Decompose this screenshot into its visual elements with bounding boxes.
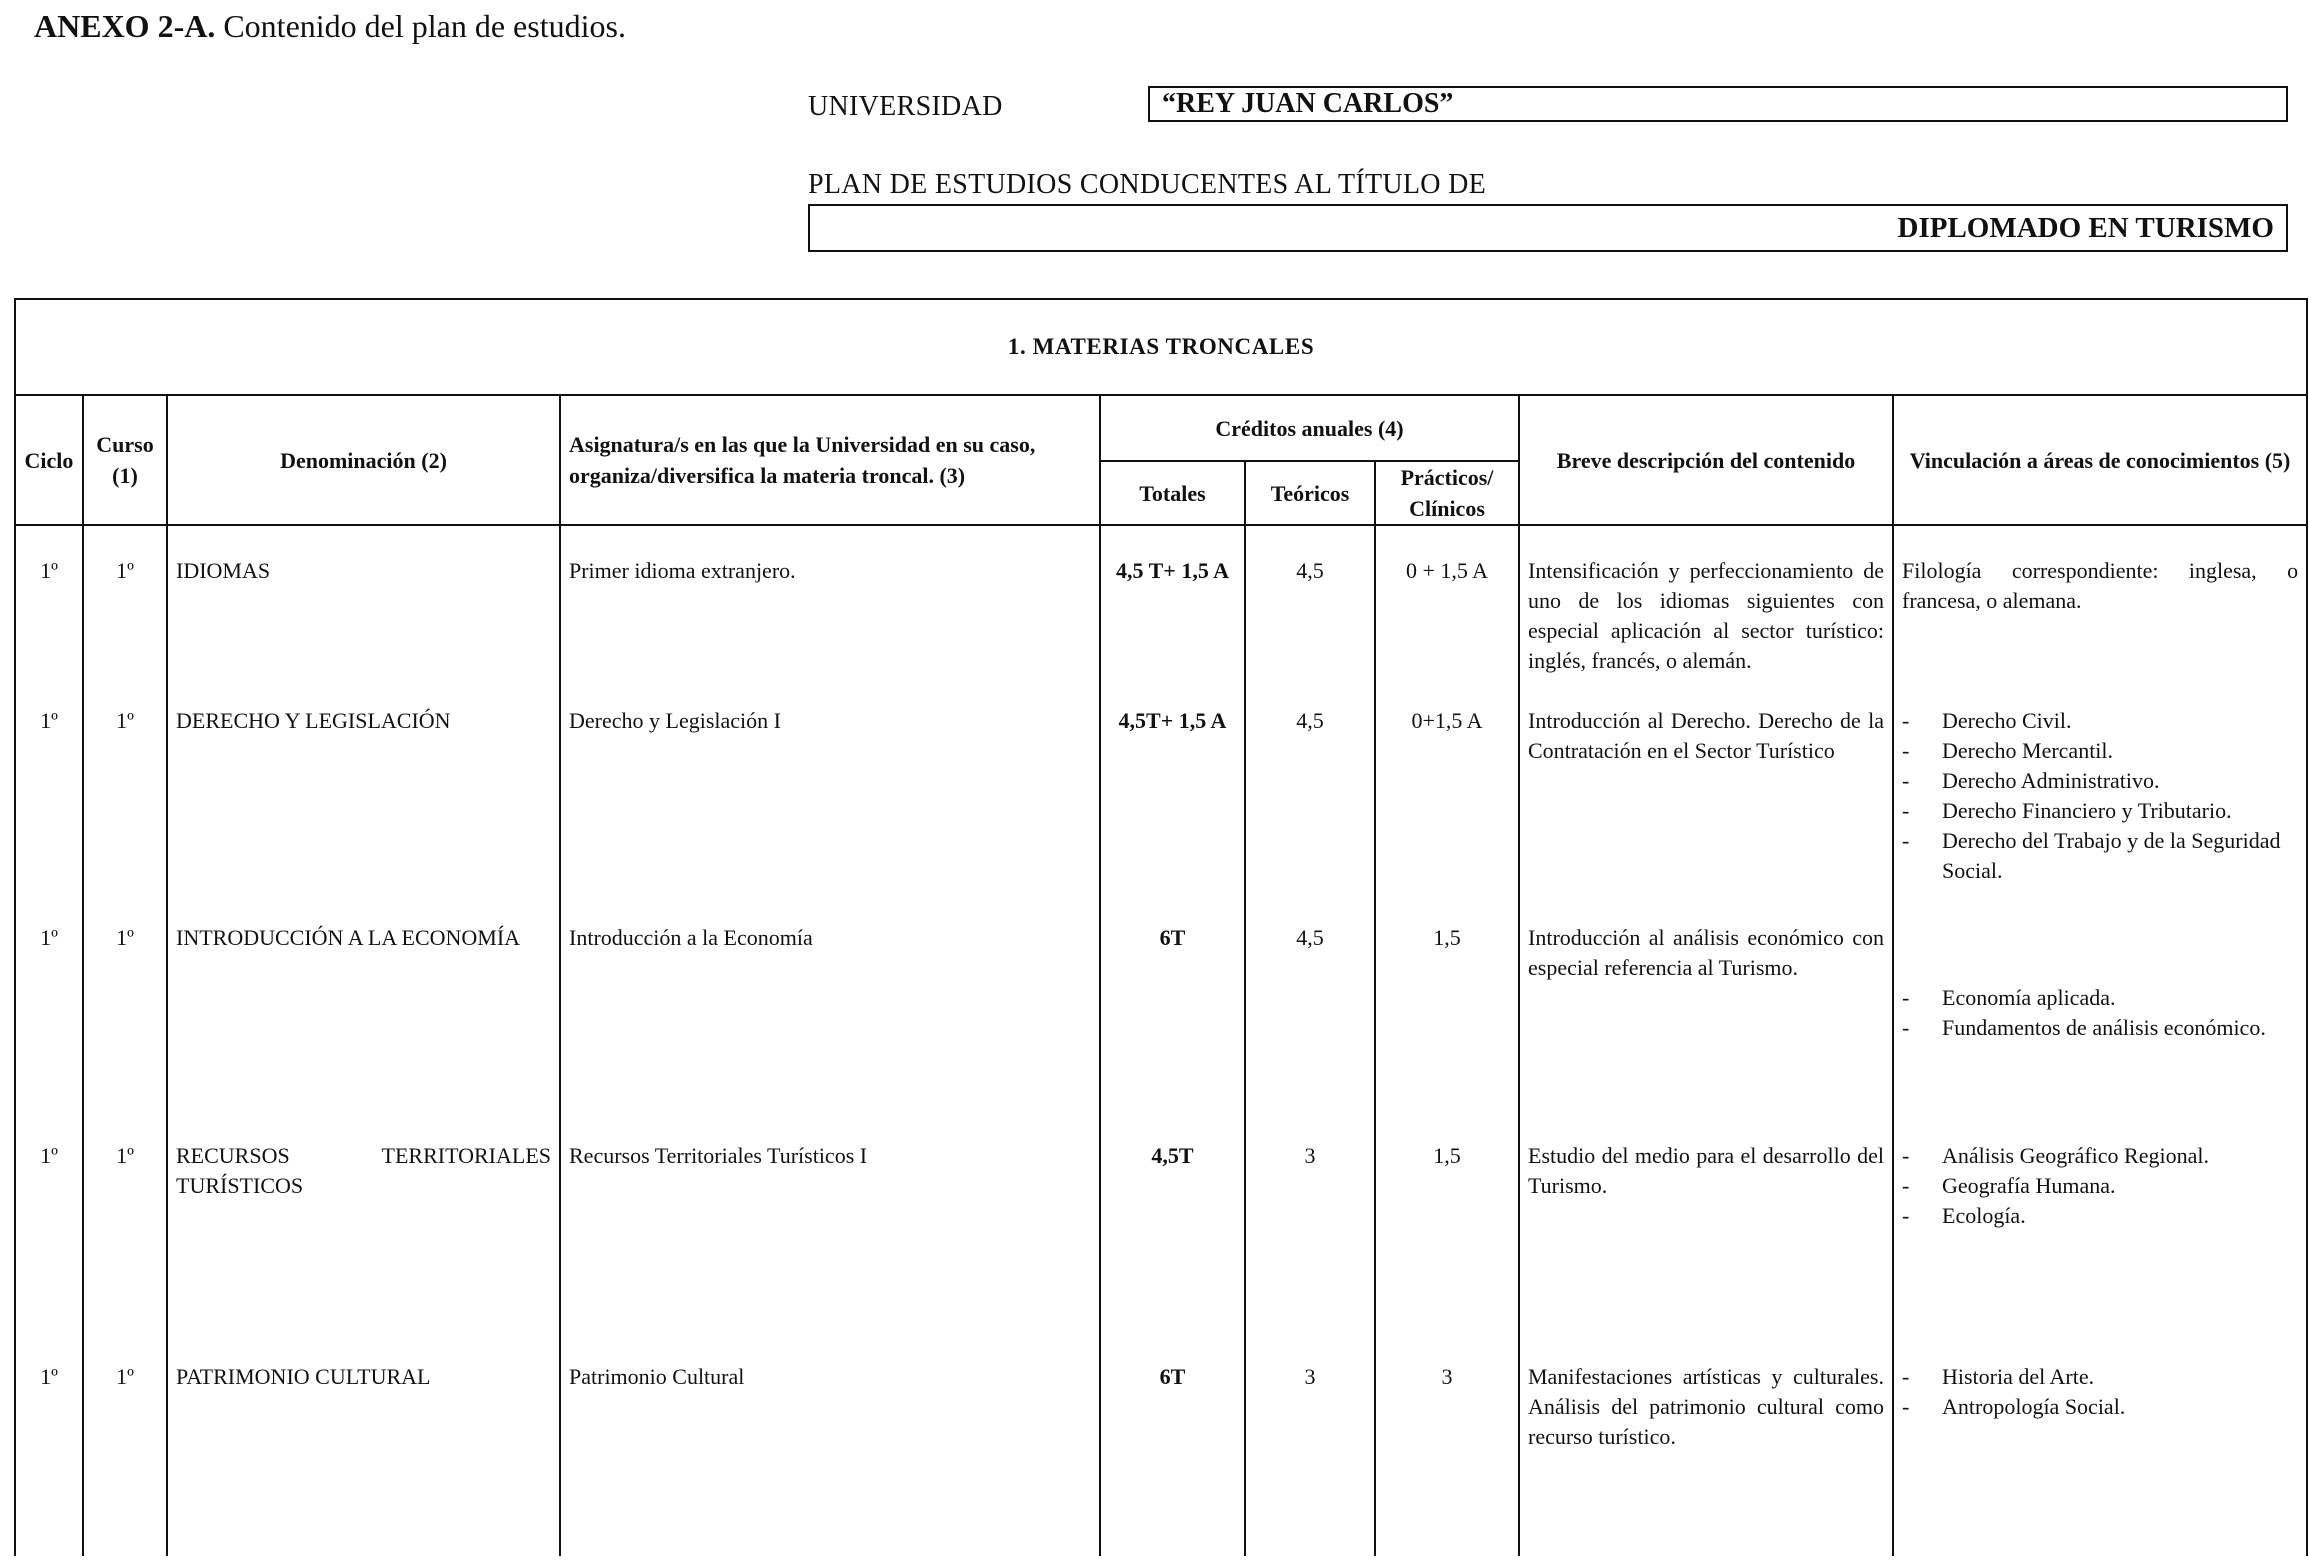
- cell-ciclo: 1º: [15, 1141, 83, 1362]
- cell-descripcion: Manifestaciones artísticas y culturales. Análisis del patrimonio cultural como recurso turístico.: [1519, 1362, 1893, 1556]
- cell-descripcion: Introducción al Derecho. Derecho de la Contratación en el Sector Turístico: [1519, 706, 1893, 923]
- cell-denominacion: PATRIMONIO CULTURAL: [167, 1362, 560, 1556]
- cell-practicos: 3: [1375, 1362, 1519, 1556]
- cell-denominacion: IDIOMAS: [167, 525, 560, 706]
- header-practicos: Prácticos/ Clínicos: [1375, 461, 1519, 525]
- area-item: - Antropología Social.: [1902, 1392, 2300, 1422]
- area-list: [1894, 1141, 2306, 1231]
- area-item: - Derecho del Trabajo y de la Seguridad Social.: [1902, 826, 2300, 886]
- area-item: - Economía aplicada.: [1902, 983, 2300, 1013]
- troncales-table: [14, 298, 2308, 1556]
- university-name-box: “REY JUAN CARLOS”: [1148, 86, 2288, 122]
- cell-practicos: 0 + 1,5 A: [1375, 525, 1519, 706]
- annex-subtitle: Contenido del plan de estudios.: [215, 8, 626, 44]
- cell-practicos: 1,5: [1375, 923, 1519, 1141]
- cell-denominacion: DERECHO Y LEGISLACIÓN: [167, 706, 560, 923]
- cell-totales: 4,5T+ 1,5 A: [1100, 706, 1245, 923]
- header-creditos: Créditos anuales (4): [1100, 395, 1519, 461]
- header-teoricos: Teóricos: [1245, 461, 1375, 525]
- cell-curso: 1º: [83, 706, 167, 923]
- cell-practicos: 1,5: [1375, 1141, 1519, 1362]
- header-descripcion: Breve descripción del contenido: [1519, 395, 1893, 525]
- cell-descripcion: Introducción al análisis económico con especial referencia al Turismo.: [1519, 923, 1893, 1141]
- header-curso: Curso (1): [83, 395, 167, 525]
- cell-curso: 1º: [83, 923, 167, 1141]
- area-item: - Historia del Arte.: [1902, 1362, 2300, 1392]
- cell-teoricos: 4,5: [1245, 525, 1375, 706]
- cell-asignatura: Derecho y Legislación I: [560, 706, 1100, 923]
- annex-label: ANEXO 2-A.: [34, 8, 216, 44]
- area-item: - Ecología.: [1902, 1201, 2300, 1231]
- header-vinculacion: Vinculación a áreas de conocimientos (5): [1893, 395, 2307, 525]
- cell-vinculacion: [1893, 1141, 2307, 1362]
- area-item: - Análisis Geográfico Regional.: [1902, 1141, 2300, 1171]
- cell-denominacion: RECURSOS TERRITORIALES TURÍSTICOS: [167, 1141, 560, 1362]
- area-list: [1894, 983, 2306, 1043]
- area-item: - Geografía Humana.: [1902, 1171, 2300, 1201]
- section-title: 1. MATERIAS TRONCALES: [15, 299, 2307, 395]
- cell-curso: 1º: [83, 1362, 167, 1556]
- cell-teoricos: 3: [1245, 1362, 1375, 1556]
- university-label: UNIVERSIDAD: [808, 91, 1003, 122]
- header-denominacion: Denominación (2): [167, 395, 560, 525]
- degree-title-box: DIPLOMADO EN TURISMO: [808, 204, 2288, 252]
- header-ciclo: Ciclo: [15, 395, 83, 525]
- area-item: - Derecho Mercantil.: [1902, 736, 2300, 766]
- area-item: - Derecho Financiero y Tributario.: [1902, 796, 2300, 826]
- cell-practicos: 0+1,5 A: [1375, 706, 1519, 923]
- cell-totales: 4,5T: [1100, 1141, 1245, 1362]
- cell-ciclo: 1º: [15, 1362, 83, 1556]
- table-row: [15, 706, 2307, 923]
- cell-curso: 1º: [83, 525, 167, 706]
- table-row: [15, 923, 2307, 1141]
- cell-vinculacion: [1893, 525, 2307, 706]
- table-row: [15, 1141, 2307, 1362]
- cell-ciclo: 1º: [15, 706, 83, 923]
- cell-descripcion: Intensificación y perfeccionamiento de uno de los idiomas siguientes con especial aplicación al sector turístico: inglés, francés, o alemán.: [1519, 525, 1893, 706]
- area-list: [1894, 706, 2306, 886]
- cell-vinculacion: [1893, 1362, 2307, 1556]
- cell-asignatura: Introducción a la Economía: [560, 923, 1100, 1141]
- plan-label: PLAN DE ESTUDIOS CONDUCENTES AL TÍTULO DE: [808, 169, 1487, 200]
- cell-curso: 1º: [83, 1141, 167, 1362]
- table-row: [15, 525, 2307, 706]
- annex-title: [34, 8, 626, 45]
- area-list: [1894, 1362, 2306, 1422]
- area-item: - Derecho Administrativo.: [1902, 766, 2300, 796]
- cell-teoricos: 4,5: [1245, 923, 1375, 1141]
- cell-asignatura: Primer idioma extranjero.: [560, 525, 1100, 706]
- cell-vinculacion: [1893, 706, 2307, 923]
- cell-ciclo: 1º: [15, 525, 83, 706]
- area-item: - Derecho Civil.: [1902, 706, 2300, 736]
- area-item: - Fundamentos de análisis económico.: [1902, 1013, 2300, 1043]
- cell-descripcion: Estudio del medio para el desarrollo del Turismo.: [1519, 1141, 1893, 1362]
- cell-teoricos: 4,5: [1245, 706, 1375, 923]
- cell-totales: 6T: [1100, 923, 1245, 1141]
- cell-asignatura: Recursos Territoriales Turísticos I: [560, 1141, 1100, 1362]
- cell-ciclo: 1º: [15, 923, 83, 1141]
- table-row: [15, 1362, 2307, 1556]
- cell-totales: 6T: [1100, 1362, 1245, 1556]
- header-asignatura: Asignatura/s en las que la Universidad en su caso, organiza/diversifica la materia troncal. (3): [560, 395, 1100, 525]
- cell-teoricos: 3: [1245, 1141, 1375, 1362]
- area-text: Filología correspondiente: inglesa, o francesa, o alemana.: [1902, 558, 2299, 613]
- header-totales: Totales: [1100, 461, 1245, 525]
- cell-asignatura: Patrimonio Cultural: [560, 1362, 1100, 1556]
- cell-totales: 4,5 T+ 1,5 A: [1100, 525, 1245, 706]
- cell-denominacion: INTRODUCCIÓN A LA ECONOMÍA: [167, 923, 560, 1141]
- cell-vinculacion: [1893, 923, 2307, 1141]
